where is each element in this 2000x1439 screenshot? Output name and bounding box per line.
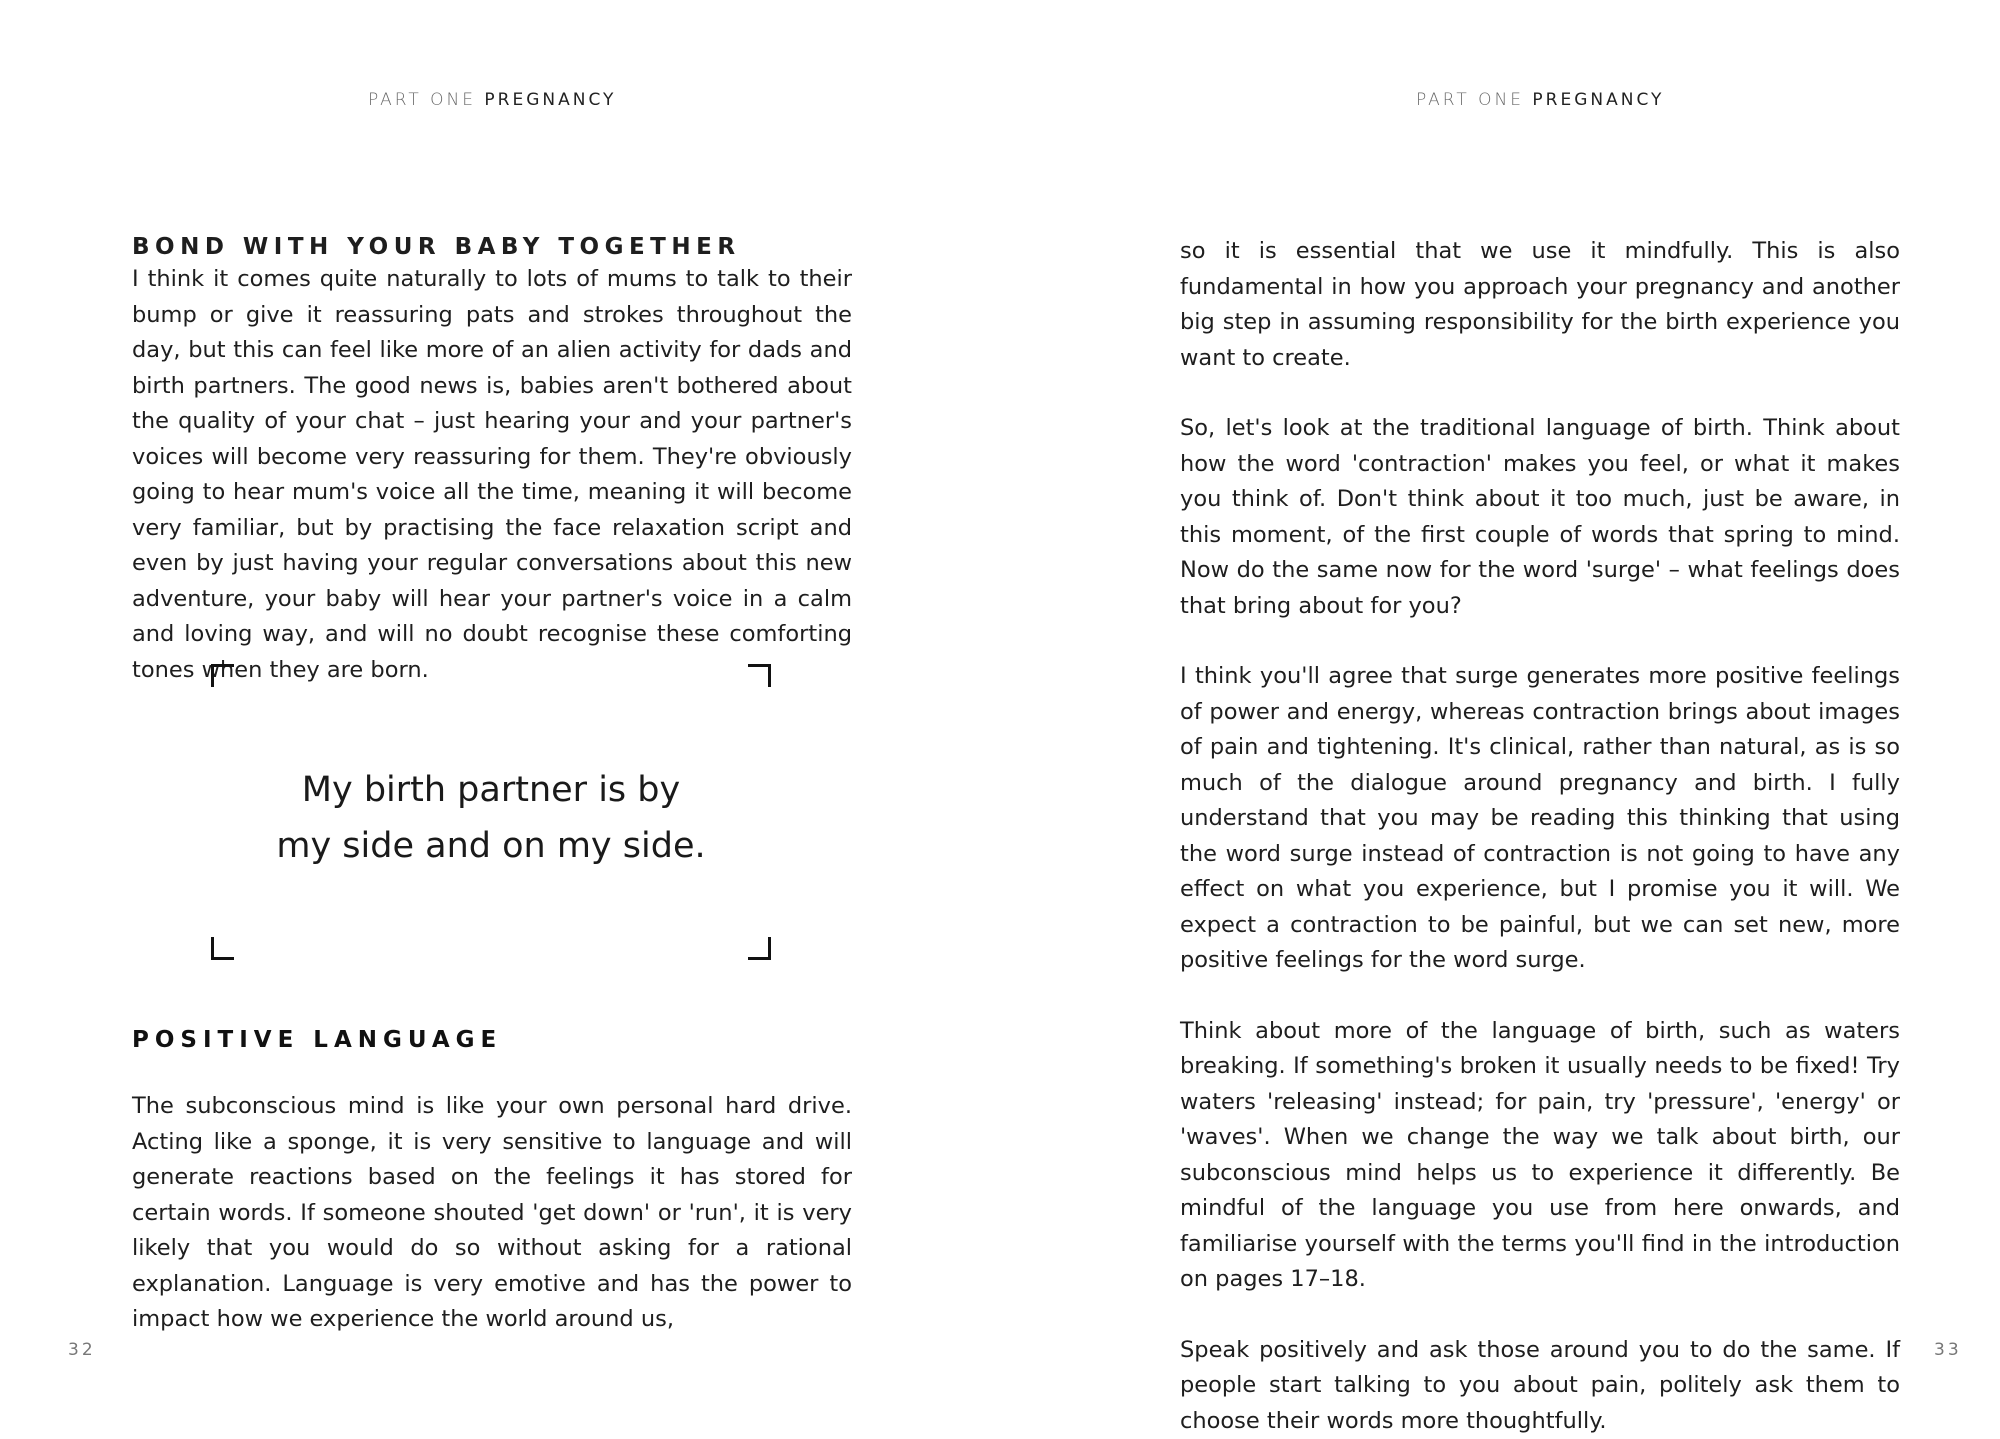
running-head-part: PART ONE bbox=[368, 90, 476, 110]
right-page bbox=[1000, 0, 2000, 1404]
right-column bbox=[1180, 234, 1900, 1439]
running-head-part: PART ONE bbox=[1416, 90, 1524, 110]
paragraph: so it is essential that we use it mindfully. This is also fundamental in how you approach your pregnancy and another big step in assuming responsibility for the birth experience you want to create. bbox=[1180, 234, 1900, 376]
running-head-section: PREGNANCY bbox=[484, 90, 616, 110]
running-head-left bbox=[368, 90, 616, 110]
corner-bracket-bottom-right bbox=[748, 937, 771, 960]
section-heading-bond: BOND WITH YOUR BABY TOGETHER bbox=[132, 232, 852, 262]
page-number-right: 33 bbox=[1934, 1340, 1962, 1360]
paragraph: Think about more of the language of birth, such as waters breaking. If something's broken it usually needs to be fixed! Try waters 'releasing' instead; for pain, try 'pressure', 'energy' or 'waves'. When we change the way we talk about birth, our subconscious mind helps us to experience it differently. Be mindful of the language you use from here onwards, and familiarise yourself with the terms you'll find in the introduction on pages 17–18. bbox=[1180, 1014, 1900, 1298]
section-bond bbox=[132, 232, 852, 688]
corner-bracket-bottom-left bbox=[211, 937, 234, 960]
paragraph: I think you'll agree that surge generates more positive feelings of power and energy, whereas contraction brings about images of pain and tightening. It's clinical, rather than natural, as is so much of the dialogue around pregnancy and birth. I fully understand that you may be reading this thinking that using the word surge instead of contraction is not going to have any effect on what you experience, but I promise you it will. We expect a contraction to be painful, but we can set new, more positive feelings for the word surge. bbox=[1180, 659, 1900, 979]
paragraph: Speak positively and ask those around you to do the same. If people start talking to you about pain, politely ask them to choose their words more thoughtfully. bbox=[1180, 1333, 1900, 1439]
section-positive-language bbox=[132, 1025, 852, 1338]
section-heading-positive-language: POSITIVE LANGUAGE bbox=[132, 1025, 852, 1055]
pull-quote-text: My birth partner is by my side and on my side. bbox=[271, 762, 711, 874]
section-body-bond: I think it comes quite naturally to lots of mums to talk to their bump or give it reassuring pats and strokes throughout the day, but this can feel like more of an alien activity for dads and birth partners. The good news is, babies aren't bothered about the quality of your chat – just hearing your and your partner's voices will become very reassuring for them. They're obviously going to hear mum's voice all the time, meaning it will become very familiar, but by practising the face relaxation script and even by just having your regular conversations about this new adventure, your baby will hear your partner's voice in a calm and loving way, and will no doubt recognise these comforting tones when they are born. bbox=[132, 262, 852, 688]
section-body-positive-language: The subconscious mind is like your own personal hard drive. Acting like a sponge, it is very sensitive to language and will generate reactions based on the feelings it has stored for certain words. If someone shouted 'get down' or 'run', it is very likely that you would do so without asking for a rational explanation. Language is very emotive and has the power to impact how we experience the world around us, bbox=[132, 1089, 852, 1338]
left-page bbox=[0, 0, 1000, 1404]
running-head-right bbox=[1416, 90, 1664, 110]
corner-bracket-top-right bbox=[748, 664, 771, 687]
corner-bracket-top-left bbox=[211, 664, 234, 687]
pull-quote bbox=[211, 664, 771, 960]
running-head-section: PREGNANCY bbox=[1532, 90, 1664, 110]
paragraph: So, let's look at the traditional language of birth. Think about how the word 'contraction' makes you feel, or what it makes you think of. Don't think about it too much, just be aware, in this moment, of the first couple of words that spring to mind. Now do the same now for the word 'surge' – what feelings does that bring about for you? bbox=[1180, 411, 1900, 624]
page-number-left: 32 bbox=[68, 1340, 96, 1360]
